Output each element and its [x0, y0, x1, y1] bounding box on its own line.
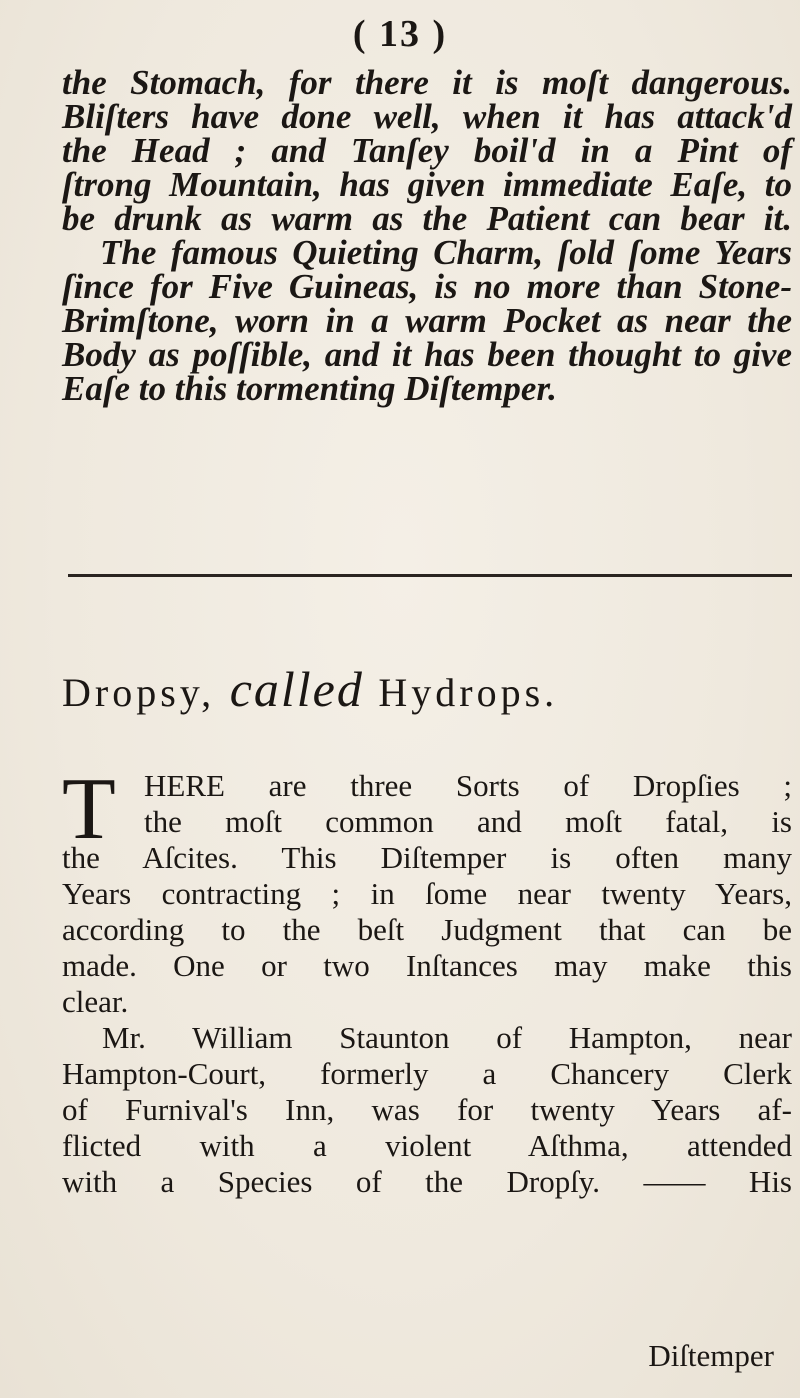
text-line: made. One or two Inſtances may make this [62, 948, 792, 983]
text-line: Body as poſſible, and it has been thought to give [62, 335, 792, 374]
text-line: Brimſtone, worn in a warm Pocket as near the [62, 301, 792, 340]
text-line: Years contracting ; in ſome near twenty Years, [62, 876, 792, 911]
text-line: Bliſters have done well, when it has attack'd [62, 97, 792, 136]
text-line: the Aſcites. This Diſtemper is often many [62, 840, 792, 875]
heading-word: called [229, 661, 364, 717]
text-line: the moſt common and moſt fatal, is [144, 804, 792, 839]
text-line: The famous Quieting Charm, ſold ſome Years [100, 233, 792, 272]
drop-cap: T [62, 761, 116, 858]
section-heading [62, 660, 792, 718]
text-line: ſince for Five Guineas, is no more than Stone- [62, 267, 792, 306]
text-line: ſtrong Mountain, has given immediate Eaſe, to [62, 165, 792, 204]
section-divider [68, 574, 792, 577]
text-line: Hampton-Court, formerly a Chancery Clerk [62, 1056, 792, 1091]
heading-word: Hydrops. [378, 670, 559, 715]
text-line: the Stomach, for there it is moſt dangerous. [62, 63, 792, 102]
page-number: ( 13 ) [352, 13, 448, 55]
text-line: the Head ; and Tanſey boil'd in a Pint of [62, 131, 792, 170]
intro-paragraphs [62, 63, 792, 408]
text-line: clear. [62, 984, 129, 1019]
text-line: Eaſe to this tormenting Diſtemper. [62, 369, 557, 408]
text-line: according to the beſt Judgment that can be [62, 912, 792, 947]
text-line: flicted with a violent Aſthma, attended [62, 1128, 792, 1163]
text-line: Mr. William Staunton of Hampton, near [102, 1020, 792, 1055]
text-line: with a Species of the Dropſy. —— His [62, 1164, 792, 1199]
text-line: of Furnival's Inn, was for twenty Years af- [62, 1092, 792, 1127]
body-paragraphs [62, 761, 792, 1200]
text-line: be drunk as warm as the Patient can bear it. [62, 199, 792, 238]
catchword: Diſtemper [648, 1338, 774, 1373]
text-line: HERE are three Sorts of Dropſies ; [144, 768, 792, 803]
heading-word: Dropsy, [62, 670, 216, 715]
